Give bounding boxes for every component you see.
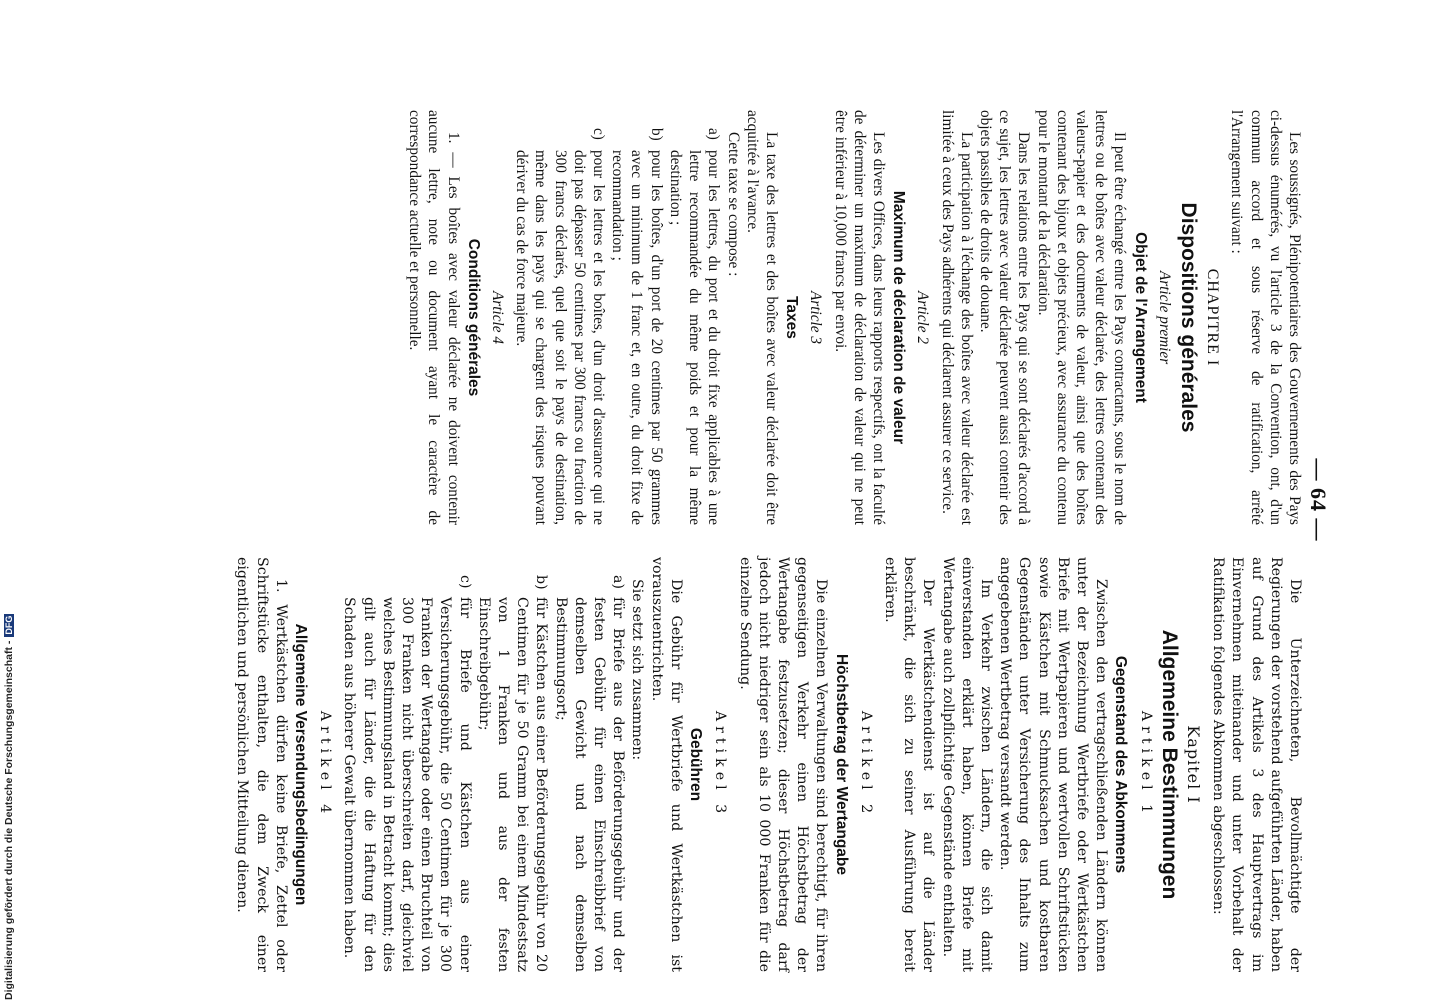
article-1-para-1-fr: Il peut être échangé entre les Pays contractants, sous le nom de lettres ou de boîtes avec valeur déclarée, des lettres contenant des valeurs-papier et des documents de valeur, ainsi que des boîtes contenant des bijoux et objets précieux, avec assurance du contenu pour le montant de la déclaration. [1034,110,1129,525]
article-3-label-fr: Article 3 [807,290,825,345]
intro-fr: Les soussignés, Plénipotentiaires des Gouvernements des Pays ci-dessus énumérés, vu l'article 3 de la Convention, ont, d'un commun accord et sous réserve de ratification, arrêté l'Arrangement suivant : [1228,110,1303,525]
list-marker: a) [705,128,723,140]
article-1-para-2-fr: Dans les relations entre les Pays qui se sont déclarés d'accord à ce sujet, les lettres avec valeur déclarée peuvent aussi contenir des objets passibles de droits de douane. [976,110,1033,525]
article-3-label-de: Artikel 3 [712,710,729,819]
article-1-title-de: Gegenstand des Abkommens [1112,655,1130,874]
digitization-footer [3,614,15,1000]
list-text: pour les lettres et les boîtes, d'un droit d'assurance qui ne doit pas dépasser 50 centimes par 300 francs ou fraction de 300 francs déclarés, quel que soit le pays de destination, même dans les pays qui se chargent des risques pouvant dériver du cas de force majeure. [513,150,608,525]
article-2-label-de: Artikel 2 [857,710,874,819]
list-text: für Kästchen aus einer Beförderungsgebühr von 20 Centimen für je 50 Gramm bei einem Mindestsatz von 1 Franken und aus der festen Einschreibgebühr; [475,597,550,972]
article-3-para-2-fr: Cette taxe se compose : [724,132,742,277]
article-1-para-1-de: Zwischen den vertragschließenden Ländern können unter der Bezeichnung Wertbriefe oder Wertkästchen Briefe mit Wertpapieren und wertvollen Schriftstücken sowie Kästchen mit Schmucksachen und kostbaren Gegenständen unter Versicherung des Inhalts zum angegebenen Wertbetrag versandt werden. [997,557,1110,972]
article-1-para-2-de: Im Verkehr zwischen Ländern, die sich damit einverstanden erklärt haben, können Briefe mit Wertangabe auch zollpflichtige Gegenstände enthalten. [939,557,994,972]
article-1-para-3-fr: La participation à l'échange des boîtes avec valeur déclarée est limitée à ceux des Pays adhérents qui déclarent assurer ce service. [938,110,975,525]
list-marker: c) [590,128,608,140]
article-4-title-de: Allgemeine Versendungsbedingungen [292,623,310,906]
article-2-title-fr: Maximum de déclaration de valeur [890,190,908,445]
article-3-title-fr: Taxes [783,296,801,339]
article-3-item-a-de [550,557,627,972]
list-marker: a) [610,575,627,589]
article-3-title-de: Gebühren [687,727,705,802]
article-3-item-c-fr [512,110,608,525]
article-3-para-1-fr: La taxe des lettres et des boîtes avec valeur déclarée doit être acquittée à l'avance. [743,110,780,525]
chapter-label-de: Kapitel I [1183,725,1203,804]
article-3-para-2-de: Sie setzt sich zusammen: [629,579,646,761]
article-1-para-3-de: Der Wertkästchendienst ist auf die Länder beschränkt, die sich zu seiner Ausführung bereit erklären. [881,557,937,972]
list-text: für Briefe aus der Beförderungsgebühr und der festen Gebühr für einen Einschreibbrief von demselben Gewicht und nach demselben Bestimmungsort; [552,597,627,972]
french-column [405,110,1304,525]
article-1-title-fr: Objet de l'Arrangement [1131,232,1149,403]
article-4-label-fr: Article 4 [489,290,507,345]
chapter-label-fr: CHAPITRE I [1204,268,1222,367]
dfg-logo: DFG [4,615,14,635]
list-text: für Briefe und Kästchen aus einer Versicherungsgebühr, die 50 Centimen für je 300 Franken der Wertangabe oder einen Bruchteil von 300 Franken nicht überschreiten darf, gleichviel welches Bestimmungsland in Betracht kommt; dies gilt auch für Länder, die die Haftung für den Schaden aus höherer Gewalt übernommen haben. [341,597,473,972]
article-1-label-fr: Article premier [1155,270,1173,365]
article-2-title-de: Höchstbetrag der Wertangabe [832,653,850,876]
article-2-para-1-de: Die einzelnen Verwaltungen sind berechtigt, für ihren gegenseitigen Verkehr einen Höchstbetrag der Wertangabe festzusetzen; dieser Höchstbetrag darf jedoch nicht niedriger sein als 10 000 Franken für die einzelne Sendung. [736,557,830,972]
article-4-title-fr: Conditions générales [464,238,482,397]
list-marker: b) [533,575,550,590]
list-text: pour les boîtes, d'un port de 20 centimes par 50 grammes avec un minimum de 1 franc et, en outre, du droit fixe de recommandation ; [609,150,665,525]
chapter-title-fr: Dispositions générales [1176,202,1200,433]
chapter-title-de: Allgemeine Bestimmungen [1157,629,1181,900]
article-2-label-fr: Article 2 [914,290,932,345]
page-number: — 64 — [1306,458,1331,542]
article-4-para-1-fr: 1. — Les boîtes avec valeur déclarée ne doivent contenir aucune lettre, note ou document ayant le caractère de correspondance actuelle et personnelle. [406,110,462,525]
intro-de: Die Unterzeichneten, Bevollmächtigte der Regierungen der vorstehend aufgeführten Länder, haben auf Grund des Artikels 3 des Hauptvertrags im Einvernehmen miteinander und unter Vorbehalt der Ratifikation folgendes Abkommen abgeschlossen: [1210,557,1303,972]
footer-text: Digitalisierung gefördert durch die Deutsche Forschungsgemeinschaft - [3,640,15,1000]
list-marker: b) [647,128,665,141]
article-3-item-b-fr [608,110,666,525]
article-4-para-1-de: 1. Wertkästchen dürfen keine Briefe, Zettel oder Schriftstücke enthalten, die dem Zweck einer eigentlichen und persönlichen Mitteilung dienen. [234,557,289,972]
article-3-item-c-de [339,557,473,972]
article-2-para-1-fr: Les divers Offices, dans leurs rapports respectifs, ont la faculté de déterminer un maximum de déclaration de valeur qui ne peut être inférieur à 10,000 francs par envoi. [831,110,887,525]
article-4-label-de: Artikel 4 [317,710,334,819]
list-text: pour les lettres, du port et du droit fixe applicables à une lettre recommandée du même poids et pour la même destination ; [666,150,723,525]
article-1-label-de: Artikel 1 [1137,710,1154,819]
list-marker: c) [456,575,473,589]
article-3-item-b-de [474,557,551,972]
article-3-item-a-fr [666,110,724,525]
article-3-para-1-de: Die Gebühr für Wertbriefe und Wertkästchen ist vorauszuentrichten. [648,557,684,972]
german-column [232,557,1304,972]
